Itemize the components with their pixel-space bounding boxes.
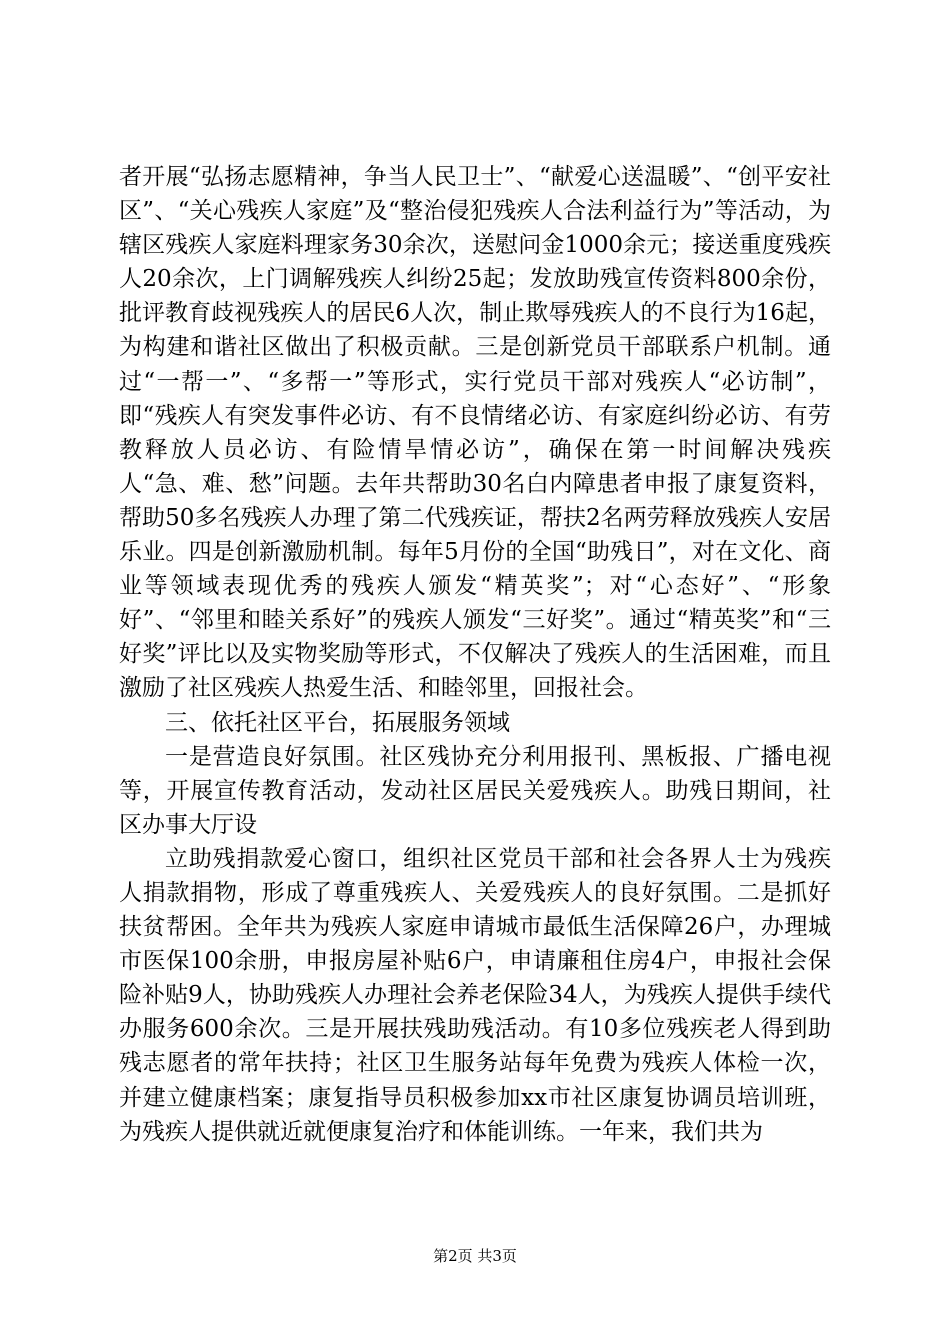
paragraph-continuation: 者开展“弘扬志愿精神，争当人民卫士”、“献爱心送温暖”、“创平安社区”、“关心残疾人家庭”及“整治侵犯残疾人合法利益行为”等活动，为辖区残疾人家庭料理家务30余次，送慰问金1000余元；接送重度残疾人20余次，上门调解残疾人纠纷25起；发放助残宣传资料800余份，批评教育歧视残疾人的居民6人次，制止欺辱残疾人的不良行为16起，为构建和谐社区做出了积极贡献。三是创新党员干部联系户机制。通过“一帮一”、“多帮一”等形式，实行党员干部对残疾人“必访制”，即“残疾人有突发事件必访、有不良情绪必访、有家庭纠纷必访、有劳教释放人员必访、有险情旱情必访”，确保在第一时间解决残疾人“急、难、愁”问题。去年共帮助30名白内障患者申报了康复资料，帮助50多名残疾人办理了第二代残疾证，帮扶2名两劳释放残疾人安居乐业。四是创新激励机制。每年5月份的全国“助残日”，对在文化、商业等领域表现优秀的残疾人颁发“精英奖”；对“心态好”、“形象好”、“邻里和睦关系好”的残疾人颁发“三好奖”。通过“精英奖”和“三好奖”评比以及实物奖励等形式，不仅解决了残疾人的生活困难，而且激励了社区残疾人热爱生活、和睦邻里，回报社会。: [119, 164, 831, 702]
page-number-footer: 第2页 共3页: [433, 1247, 517, 1265]
document-body: [119, 160, 831, 1149]
paragraph-atmosphere: 一是营造良好氛围。社区残协充分利用报刊、黑板报、广播电视等，开展宣传教育活动，发动社区居民关爱残疾人。助残日期间，社区办事大厅设: [119, 743, 831, 838]
paragraph-donation-window: 立助残捐款爱心窗口，组织社区党员干部和社会各界人士为残疾人捐款捐物，形成了尊重残疾人、关爱残疾人的良好氛围。二是抓好扶贫帮困。全年共为残疾人家庭申请城市最低生活保障26户，办理城市医保100余册，申报房屋补贴6户，申请廉租住房4户，申报社会保险补贴9人，协助残疾人办理社会养老保险34人，为残疾人提供手续代办服务600余次。三是开展扶残助残活动。有10多位残疾老人得到助残志愿者的常年扶持；社区卫生服务站每年免费为残疾人体检一次，并建立健康档案；康复指导员积极参加xx市社区康复协调员培训班，为残疾人提供就近就便康复治疗和体能训练。一年来，我们共为: [119, 845, 831, 1145]
section-heading: 三、依托社区平台，拓展服务领域: [165, 709, 510, 736]
